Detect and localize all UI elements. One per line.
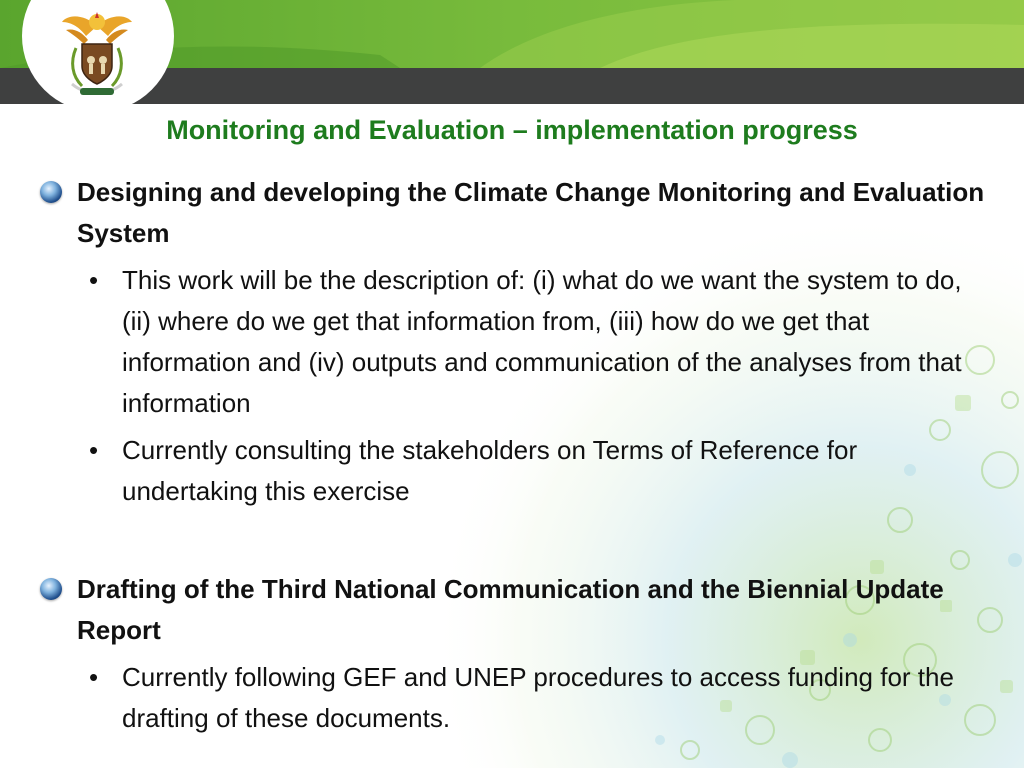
bullet-dot-icon: • [89, 265, 99, 295]
globe-bullet-icon [40, 181, 62, 203]
list-item [89, 260, 982, 424]
list-item-text: Currently following GEF and UNEP procedures to access funding for the drafting of these documents. [122, 662, 954, 733]
slide-content [40, 172, 990, 739]
section-heading-text: Drafting of the Third National Communication and the Biennial Update Report [77, 574, 944, 645]
list-item-text: This work will be the description of: (i) what do we want the system to do, (ii) where do we get that information from, (iii) how do we get that information and (iv) outputs and communication of the analyses from that information [122, 265, 962, 418]
globe-bullet-icon [40, 578, 62, 600]
list-item [89, 430, 982, 512]
section-2 [40, 569, 990, 739]
bullet-dot-icon: • [89, 435, 99, 465]
bullet-dot-icon: • [89, 662, 99, 692]
list-item-text: Currently consulting the stakeholders on Terms of Reference for undertaking this exercise [122, 435, 858, 506]
coat-of-arms-icon [56, 8, 138, 100]
section-heading [40, 172, 990, 254]
list-item [89, 657, 982, 739]
section-heading [40, 569, 990, 651]
section-heading-text: Designing and developing the Climate Change Monitoring and Evaluation System [77, 177, 985, 248]
section-1 [40, 172, 990, 512]
slide-title: Monitoring and Evaluation – implementation progress [166, 115, 858, 145]
